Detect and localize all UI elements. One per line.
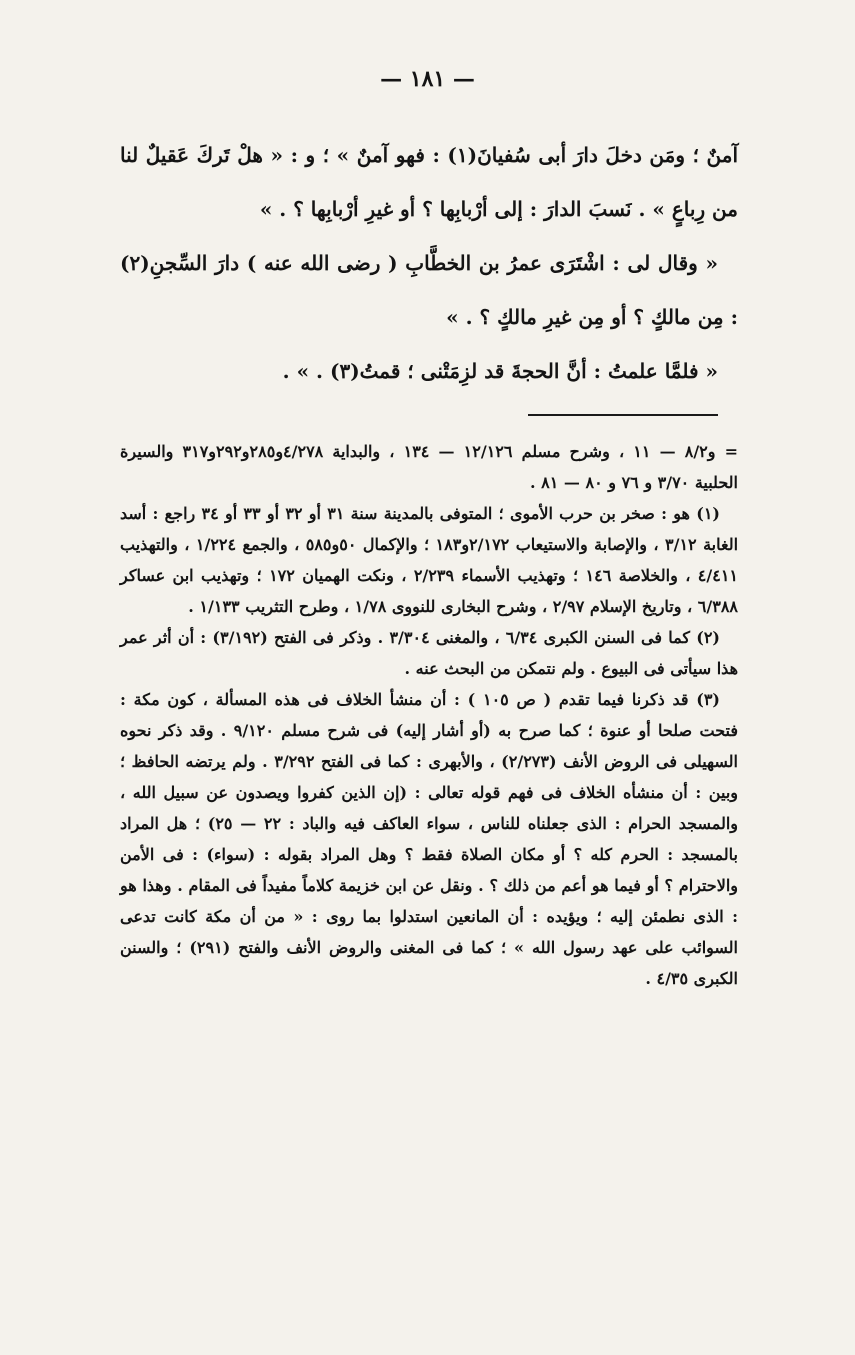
main-paragraph: آمنٌ ؛ ومَن دخلَ دارَ أبى سُفيانَ(١) : فهو آمنٌ » ؛ و : « هلْ تَركَ عَقيلٌ لنا من رِباعٍ » . نَسبَ الدارَ : إلى أرْبابِها ؟ أو غيرِ أرْبابِها ؟ . » [120,143,738,221]
footnote: (٣) قد ذكرنا فيما تقدم ( ص ١٠٥ ) : أن منشأ الخلاف فى هذه المسألة ، كون مكة : فتحت صلحا أو عنوة ؛ كما صرح به (أو أشار إليه) فى شرح مسلم ٩/١٢٠ . وقد ذكر نحوه السهيلى فى الروض الأنف (٢/٢٧٣) ، والأبهرى : كما فى الفتح ٣/٢٩٢ . ولم يرتضه الحافظ ؛ وبين : أن منشأه الخلاف فى فهم قوله تعالى : (إن الذين كفروا ويصدون عن سبيل الله ، والمسجد الحرام : الذى جعلناه للناس ، سواء العاكف فيه والباد : ٢٢ — ٢٥) ؛ هل المراد بالمسجد : الحرم كله ؟ أو مكان الصلاة فقط ؟ وهل المراد بقوله : (سواء) : فى الأمن والاحترام ؟ أو فيما هو أعم من ذلك ؟ . ونقل عن ابن خزيمة كلاماً مفيداً فى المقام . وهذا هو : الذى نطمئن إليه ؛ ويؤيده : أن المانعين استدلوا بما روى : « من أن مكة كانت تدعى السوائب على عهد رسول الله » ؛ كما فى المغنى والروض الأنف والفتح (٢٩١) ؛ والسنن الكبرى ٤/٣٥ . [120,690,739,988]
footnote: (١) هو : صخر بن حرب الأموى ؛ المتوفى بالمدينة سنة ٣١ أو ٣٢ أو ٣٣ أو ٣٤ راجع : أسد الغابة ٣/١٢ ، والإصابة والاستيعاب ٢/١٧٢و١٨٣ ؛ والإكمال ٥٠و٥٨٥ ، والجمع ١/٢٢٤ ، والتهذيب ٤/٤١١ ، والخلاصة ١٤٦ ؛ وتهذيب الأسماء ٢/٢٣٩ ، ونكت الهميان ١٧٢ ؛ وتهذيب ابن عساكر ٦/٣٨٨ ، وتاريخ الإسلام ٢/٩٧ ، وشرح البخارى للنووى ١/٧٨ ، وطرح التثريب ١/١٣٣ . [120,504,739,616]
main-text [120,128,738,398]
footnotes [120,436,738,994]
main-paragraph: « فلمَّا علمتُ : أنَّ الحجةَ قد لزِمَتْنى ؛ قمتُ(٣) . » . [282,359,718,383]
footnote-divider [528,414,718,416]
footnote: (٢) كما فى السنن الكبرى ٦/٣٤ ، والمغنى ٣/٣٠٤ . وذكر فى الفتح (٣/١٩٢) : أن أثر عمر هذا سيأتى فى البيوع . ولم نتمكن من البحث عنه . [120,628,738,678]
footnote: = و٨/٢ — ١١ ، وشرح مسلم ١٢/١٢٦ — ١٣٤ ، والبداية ٤/٢٧٨و٢٨٥و٢٩٢و٣١٧ والسيرة الحلبية ٣/٧٠ و ٧٦ و ٨٠ — ٨١ . [120,442,739,492]
main-paragraph: « وقال لى : اشْتَرَى عمرُ بن الخطَّابِ ( رضى الله عنه ) دارَ السِّجنِ(٢) : مِن مالكٍ ؟ أو مِن غيرِ مالكٍ ؟ . » [120,251,738,329]
page-number: — ١٨١ — [380,66,475,92]
